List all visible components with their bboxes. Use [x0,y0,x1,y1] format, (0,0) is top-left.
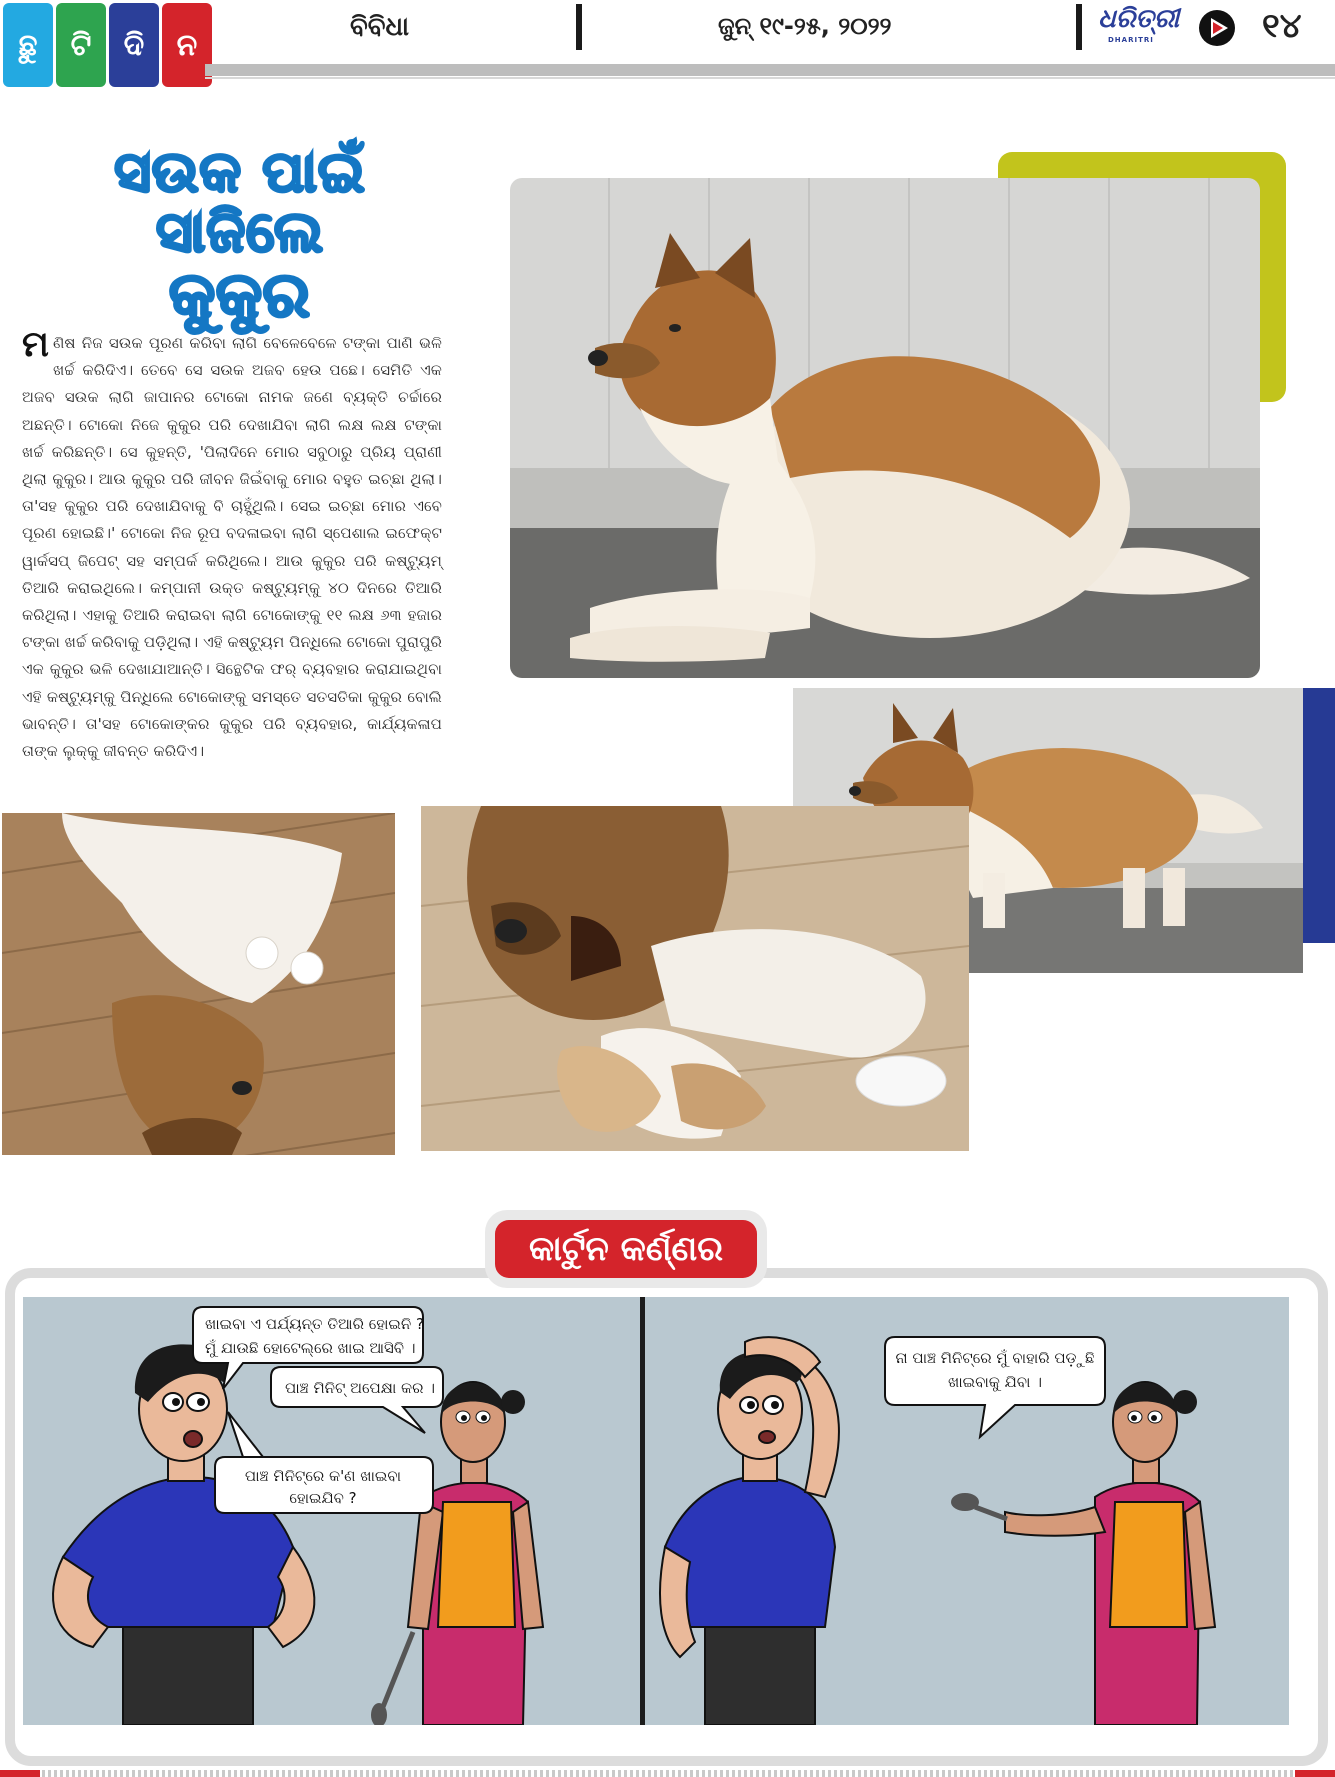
logo-letter: ଦି [109,3,159,87]
man-figure [660,1337,839,1725]
section-title: ବିବିଧା [350,12,409,42]
lying-dog-photo [2,813,395,1155]
drop-cap: ମ [22,324,49,365]
bubble-text: ନା ପାଞ୍ଚ ମିନିଟ୍‌ରେ ମୁଁ ବାହାରି ପଡ଼ୁଛି [895,1349,1095,1367]
header-rule [205,64,1335,76]
bubble-text: ଖାଇବାକୁ ଯିବା । [948,1373,1042,1391]
article-body [22,324,442,765]
footer-accent [0,1770,40,1777]
main-photo [510,178,1260,678]
paper-name-sub: DHARITRI [1108,36,1154,44]
woman-figure [951,1382,1215,1725]
logo-letter: ଟି [56,3,106,87]
header-rule-thin [205,77,1335,79]
cartoon-panel-2 [645,1297,1289,1725]
cartoon-panel-1 [23,1297,640,1725]
headline-line: କୁକୁର [169,258,311,331]
bubble-text: ହୋଇଯିବ ? [289,1489,357,1507]
headline-line: ସଉକ ପାଇଁ [114,140,366,205]
bubble-text: ପାଞ୍ଚ ମିନିଟ୍ ଅପେକ୍ଷା କର । [285,1379,436,1397]
header-divider [1076,4,1082,50]
paper-name[interactable]: ଧରିତ୍ରୀ [1098,4,1180,34]
footer-rule [0,1770,1335,1777]
bubble-text: ପାଞ୍ଚ ମିନିଟ୍‌ରେ କ'ଣ ଖାଇବା [244,1467,402,1485]
article-text: ଣିଷ ନିଜ ସଉକ ପୂରଣ କରିବା ଲାଗି ବେଳେବେଳେ ଟଙ୍କା ପାଣି ଭଳି ଖର୍ଚ୍ଚ କରିଦିଏ। ତେବେ ସେ ସଉକ ଅଜବ ହେଉ ପଛେ। ସେମିତି ଏକ ଅଜବ ସଉକ ଲାଗି ଜାପାନର ଟୋକୋ ନାମକ ଜଣେ ବ୍ୟକ୍ତି ଚର୍ଚ୍ଚାରେ ଅଛନ୍ତି। ଟୋକୋ ନିଜେ କୁକୁର ପରି ଦେଖାଯିବା ଲାଗି ଲକ୍ଷ ଲକ୍ଷ ଟଙ୍କା ଖର୍ଚ୍ଚ କରିଛନ୍ତି। ସେ କୁହନ୍ତି, 'ପିଲାଦିନେ ମୋର ସବୁଠାରୁ ପ୍ରିୟ ପ୍ରାଣୀ ଥିଲା କୁକୁର। ଆଉ କୁକୁର ପରି ଜୀବନ ଜିଇଁବାକୁ ମୋର ବହୁତ ଇଚ୍ଛା ଥିଲା। ତା'ସହ କୁକୁର ପରି ଦେଖାଯିବାକୁ ବି ଚାହୁଁଥିଲି। ସେଇ ଇଚ୍ଛା ମୋର ଏବେ ପୂରଣ ହୋଇଛି।' ଟୋକୋ ନିଜ ରୂପ ବଦଳାଇବା ଲାଗି ସ୍ପେଶାଲ ଇଫେକ୍ଟ ୱାର୍କସପ୍ ଜିପେଟ୍ ସହ ସମ୍ପର୍କ କରିଥିଲେ। ଆଉ କୁକୁର ପରି କଷ୍ଟ୍ୟୁମ୍ ତିଆରି କରାଇଥିଲେ। କମ୍ପାନୀ ଉକ୍ତ କଷ୍ଟ୍ୟୁମ୍‌କୁ ୪୦ ଦିନରେ ତିଆରି କରିଥିଲା। ଏହାକୁ ତିଆରି କରାଇବା ଲାଗି ଟୋକୋଙ୍କୁ ୧୧ ଲକ୍ଷ ୬୩ ହଜାର ଟଙ୍କା ଖର୍ଚ୍ଚ କରିବାକୁ ପଡ଼ିଥିଲା। ଏହି କଷ୍ଟ୍ୟୁମ ପିନ୍ଧିଲେ ଟୋକୋ ପୁରାପୁରି ଏକ କୁକୁର ଭଳି ଦେଖାଯାଆନ୍ତି। ସିନ୍ଥେଟିକ ଫର୍ ବ୍ୟବହାର କରାଯାଇଥିବା ଏହି କଷ୍ଟ୍ୟୁମ୍‌କୁ ପିନ୍ଧିଲେ ଟୋକୋଙ୍କୁ ସମସ୍ତେ ସତସତିକା କୁକୁର ବୋଲି ଭାବନ୍ତି। ତା'ସହ ଟୋକୋଙ୍କର କୁକୁର ପରି ବ୍ୟବହାର, କାର୍ଯ୍ୟକଳାପ ତାଙ୍କ ଲୁକ୍‌କୁ ଜୀବନ୍ତ କରିଦିଏ। [22,334,442,761]
bubble-text: ଖାଇବା ଏ ପର୍ଯ୍ୟନ୍ତ ତିଆରି ହୋଇନି ? [205,1315,424,1333]
cartoon-badge: କାର୍ଟୁନ କର୍ଣ୍ଣର [495,1220,757,1278]
logo-letter: ନ [162,3,212,87]
headline-line: ସାଜିଲେ [156,200,324,265]
play-icon [1197,8,1237,48]
footer-accent [1295,1770,1335,1777]
page-number: ୧୪ [1262,6,1302,46]
woman-figure [371,1382,543,1725]
issue-date: ଜୁନ୍ ୧୯-୨୫, ୨୦୨୨ [718,12,892,40]
bubble-text: ମୁଁ ଯାଉଛି ହୋଟେଲ୍‌ରେ ଖାଇ ଆସିବି । [205,1339,416,1357]
logo-letter: ଛୁ [3,3,53,87]
dog-with-toy-photo [421,806,969,1151]
header-divider [576,4,582,50]
